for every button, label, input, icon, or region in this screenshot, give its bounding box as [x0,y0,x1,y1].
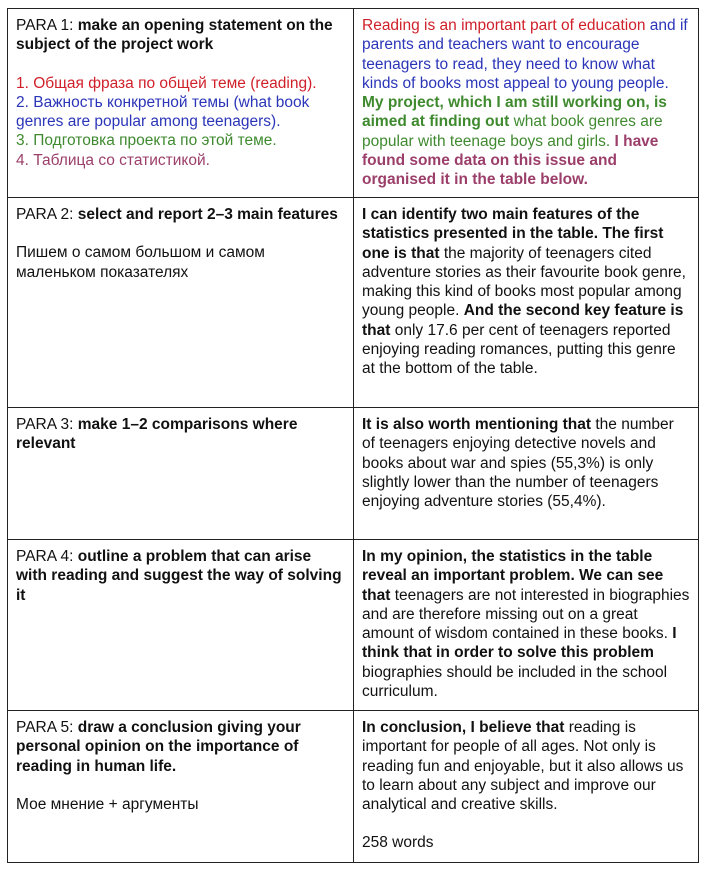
para-5-example-text [362,718,690,814]
list-item: 3. Подготовка проекта по этой теме. [16,132,277,150]
para-note: Пишем о самом большом и самом маленьком показателях [16,244,265,281]
para-title: make an opening statement on the subject of the project work [16,17,333,54]
segment-topic-importance: and if parents and teachers want to encourage teenagers to read, they need to know what kinds of books most appeal to young people. [362,17,688,92]
para-4-heading [16,547,345,605]
para-2-instruction-cell [8,198,354,408]
table-row-para-5 [8,711,699,863]
para-label: PARA 5: [16,719,74,736]
essay-plan-table [7,8,699,863]
plain-text: reading is important for people of all ages. Not only is reading fun and enjoyable, but it also allows us to learn about any subject and improve our analytical and creative skills. [362,719,684,814]
plain-text: biographies should be included in the school curriculum. [362,663,668,701]
bold-phrase: In conclusion, I believe that [362,719,565,736]
segment-table-intro: I have found some data on this issue and organised it in the table below. [362,132,659,189]
para-4-instruction-cell [8,540,354,711]
para-note: Мое мнение + аргументы [16,795,199,813]
list-item: 2. Важность конкретной темы (what book genres are popular among teenagers). [16,93,310,131]
para-2-heading [16,205,345,224]
plain-text: teenagers are not interested in biographies and are therefore missing out on a great amount of wisdom contained in these books. [362,586,690,643]
para-1-example-cell [354,9,699,198]
para-4-example-cell [354,540,699,711]
para-5-heading [16,718,345,776]
para-label: PARA 4: [16,548,74,565]
bold-phrase: I can identify two main features of the statistics presented in the table. The first one is that [362,206,664,262]
table-row-para-3 [8,408,699,540]
plain-text: the number of teenagers enjoying detective novels and books about war and spies (55,3%) is only slightly lower than the number of teenagers enjoying adventure stories (55,4%). [362,416,674,511]
segment-project-topic: what book genres are popular with teenage boys and girls. [362,113,663,150]
para-3-example-cell [354,408,699,540]
para-title: select and report 2–3 main features [77,206,338,223]
list-item: 1. Общая фраза по общей теме (reading). [16,74,317,92]
para-title: outline a problem that can arise with reading and suggest the way of solving it [16,548,342,604]
para-2-example-text [362,205,690,379]
list-item: 4. Таблица со статистикой. [16,151,210,169]
table-row-para-1 [8,9,699,198]
para-1-example-text [362,16,690,190]
para-4-example-text [362,547,690,701]
para-1-instruction-cell [8,9,354,198]
para-2-example-cell [354,198,699,408]
segment-general-statement: Reading is an important part of education [362,17,646,34]
bold-phrase: I think that in order to solve this problem [362,625,677,662]
plain-text: the majority of teenagers cited adventure stories as their favourite book genre, making this kind of books most popular among young people. [362,244,686,320]
para-label: PARA 1: [16,17,74,34]
para-label: PARA 2: [16,206,74,223]
para-label: PARA 3: [16,416,74,433]
bold-phrase: It is also worth mentioning that [362,416,592,433]
para-3-heading [16,415,345,454]
bold-phrase: In my opinion, the statistics in the table reveal an important problem. We can see that [362,548,664,604]
para-3-example-text [362,415,690,511]
word-count: 258 words [362,834,434,852]
para-5-instruction-cell [8,711,354,863]
para-1-heading [16,16,345,55]
para-5-example-cell [354,711,699,863]
plain-text: only 17.6 per cent of teenagers reported enjoying reading romances, putting this genre at the bottom of the table. [362,321,676,378]
para-title: make 1–2 comparisons where relevant [16,416,298,453]
table-row-para-2 [8,198,699,408]
segment-project-phrase: My project, which I am still working on, is aimed at finding out [362,94,667,131]
bold-phrase: And the second key feature is that [362,302,684,339]
table-row-para-4 [8,540,699,711]
para-title: draw a conclusion giving your personal opinion on the importance of reading in human life. [16,719,301,775]
para-3-instruction-cell [8,408,354,540]
